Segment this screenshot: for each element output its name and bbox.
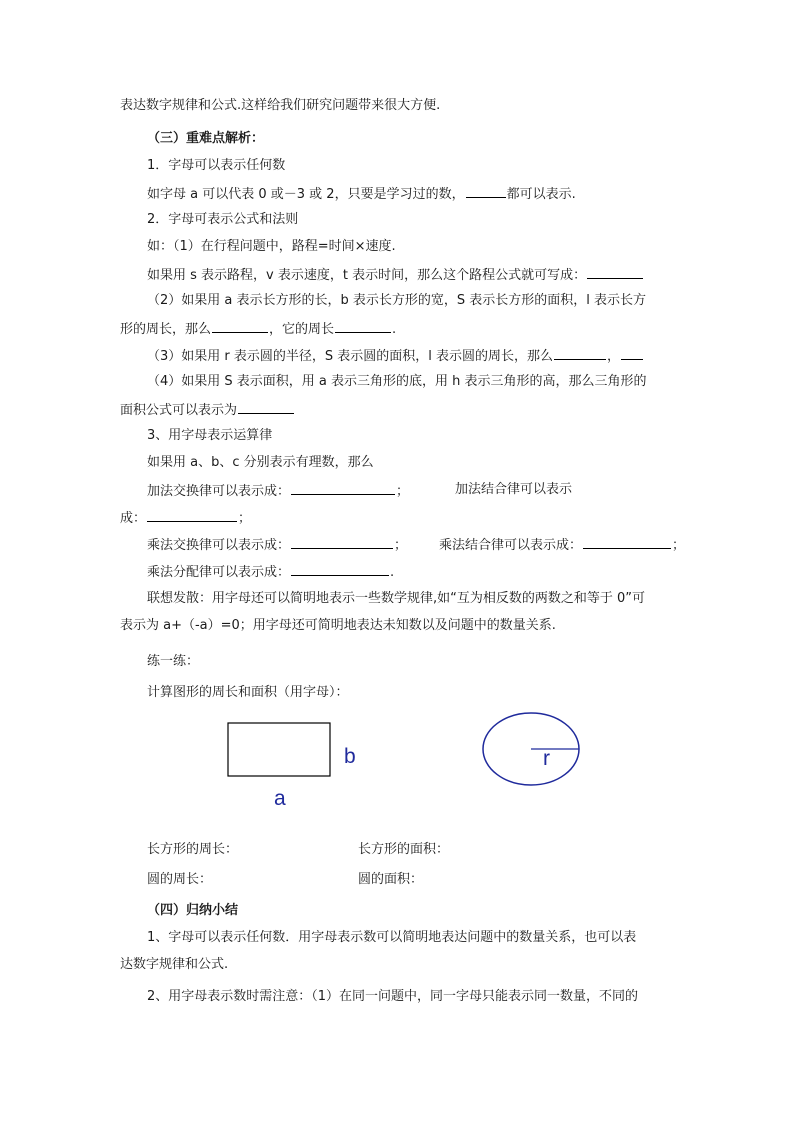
text-line-1: 表达数字规律和公式.这样给我们研究问题带来很大方便. xyxy=(120,98,441,113)
text-line-9-part-a: 形的周长，那么 xyxy=(120,322,212,337)
point-2-heading: 2．字母可表示公式和法则 xyxy=(147,212,299,227)
text-line-15-right: 加法结合律可以表示 xyxy=(455,482,573,497)
text-line-4-part-a: 如字母 a 可以代表 0 或－3 或 2，只要是学习过的数， xyxy=(147,187,465,202)
circle-radius-label: r xyxy=(543,747,550,770)
text-line-11: （4）如果用 S 表示面积，用 a 表示三角形的底，用 h 表示三角形的高，那么三角形的 xyxy=(147,374,647,389)
text-line-12-part-a: 面积公式可以表示为 xyxy=(120,403,238,418)
rect-side-label: b xyxy=(344,745,356,768)
text-line-18-part-b: . xyxy=(390,565,395,580)
text-line-4-part-b: 都可以表示. xyxy=(506,187,576,202)
answer-circle-area: 圆的面积： xyxy=(358,872,424,887)
practice-heading: 练一练： xyxy=(147,654,200,669)
answer-circle-perimeter: 圆的周长： xyxy=(147,872,213,887)
text-line-16-part-a: 成： xyxy=(120,511,147,526)
text-line-15-part-a: 加法交换律可以表示成： xyxy=(147,484,291,499)
text-line-6: 如：（1）在行程问题中，路程=时间×速度. xyxy=(147,239,396,254)
section-heading-4: （四）归纳小结 xyxy=(147,903,239,918)
text-line-28: 2、用字母表示数时需注意：（1）在同一问题中，同一字母只能表示同一数量，不同的 xyxy=(147,989,639,1004)
text-line-8: （2）如果用 a 表示长方形的长，b 表示长方形的宽，S 表示长方形的面积，l 表示长方 xyxy=(147,293,647,308)
text-line-17-part-d: ； xyxy=(672,538,686,553)
text-line-9-part-c: . xyxy=(392,322,397,337)
text-line-18-part-a: 乘法分配律可以表示成： xyxy=(147,565,291,580)
answer-rect-perimeter: 长方形的周长： xyxy=(147,842,239,857)
text-line-7-part-a: 如果用 s 表示路程，v 表示速度，t 表示时间，那么这个路程公式就可写成： xyxy=(147,268,587,283)
text-line-19: 联想发散：用字母还可以简明地表示一些数学规律,如“互为相反数的两数之和等于 0”可 xyxy=(147,591,646,606)
answer-rect-area: 长方形的面积： xyxy=(358,842,450,857)
section-heading-3: （三）重难点解析： xyxy=(147,131,265,146)
text-line-14: 如果用 a、b、c 分别表示有理数，那么 xyxy=(147,455,374,470)
text-line-16-part-b: ； xyxy=(238,511,252,526)
text-line-20: 表示为 a+（-a）=0；用字母还可简明地表达未知数以及问题中的数量关系. xyxy=(120,618,556,633)
text-line-10-part-a: （3）如果用 r 表示圆的半径，S 表示圆的面积，l 表示圆的周长，那么 xyxy=(147,349,554,364)
text-line-17-part-c: 乘法结合律可以表示成： xyxy=(439,538,583,553)
text-line-9-part-b: ，它的周长 xyxy=(269,322,335,337)
point-3-heading: 3、用字母表示运算律 xyxy=(147,428,273,443)
text-line-15-part-b: ； xyxy=(396,484,410,499)
rect-bottom-label: a xyxy=(274,787,286,810)
text-line-17-part-a: 乘法交换律可以表示成： xyxy=(147,538,291,553)
rectangle-shape xyxy=(228,723,330,776)
text-line-27: 达数字规律和公式. xyxy=(120,957,229,972)
point-1-heading: 1．字母可以表示任何数 xyxy=(147,158,286,173)
text-line-26: 1、字母可以表示任何数．用字母表示数可以简明地表达问题中的数量关系，也可以表 xyxy=(147,930,637,945)
text-line-10-part-b: ， xyxy=(607,349,621,364)
practice-instruction: 计算图形的周长和面积（用字母）： xyxy=(147,685,349,700)
text-line-17-part-b: ； xyxy=(394,538,408,553)
